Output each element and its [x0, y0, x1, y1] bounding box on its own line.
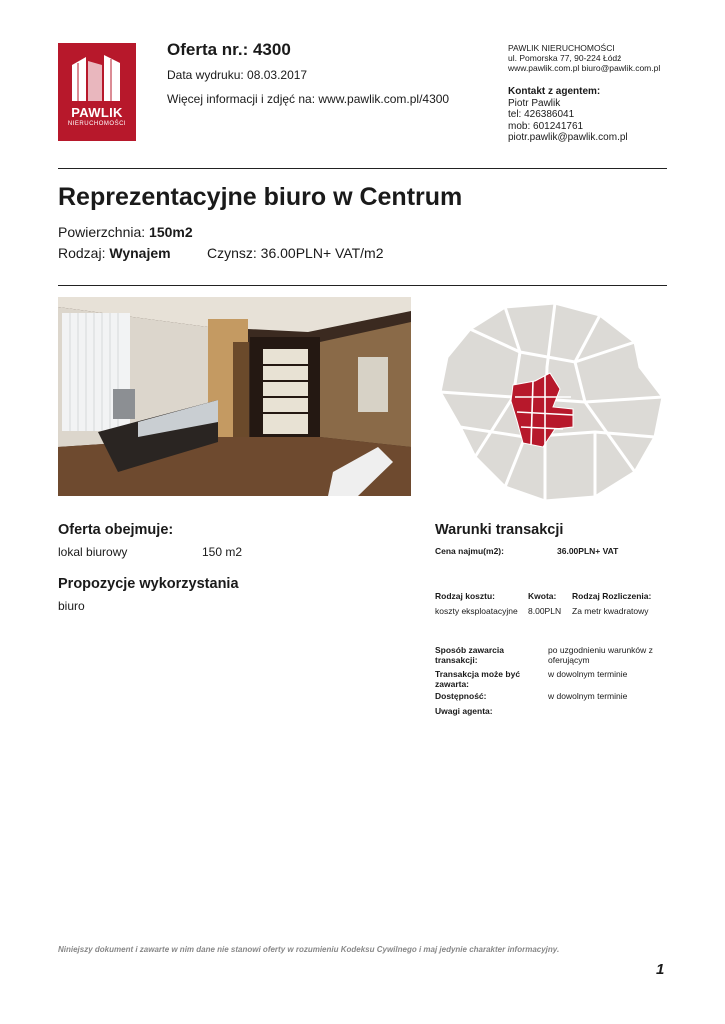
cost-header-amount: Kwota: — [528, 591, 557, 601]
listing-rent: Czynsz: 36.00PLN+ VAT/m2 — [207, 245, 384, 261]
company-name: PAWLIK NIERUCHOMOŚCI — [508, 43, 615, 53]
remarks-label: Uwagi agenta: — [435, 706, 493, 716]
cost-type: koszty eksploatacyjne — [435, 606, 518, 616]
listing-title: Reprezentacyjne biuro w Centrum — [58, 183, 463, 211]
agent-contact — [508, 86, 708, 144]
usage-heading: Propozycje wykorzystania — [58, 576, 239, 592]
logo-subtitle: NIERUCHOMOŚCI — [67, 121, 127, 127]
cost-header-settlement: Rodzaj Rozliczenia: — [572, 591, 652, 601]
offer-title: Oferta nr.: 4300 — [167, 40, 291, 59]
usage-value: biuro — [58, 599, 85, 613]
listing-type — [58, 245, 171, 261]
area-value: 150m2 — [149, 224, 193, 240]
type-value: Wynajem — [109, 245, 171, 261]
type-label: Rodzaj: — [58, 245, 110, 261]
header-divider — [58, 168, 667, 169]
company-web-email[interactable]: www.pawlik.com.pl biuro@pawlik.com.pl — [508, 63, 661, 73]
more-info-link[interactable]: Więcej informacji i zdjęć na: www.pawlik.com.pl/4300 — [167, 92, 450, 106]
terms-heading: Warunki transakcji — [435, 522, 564, 538]
title-divider — [58, 285, 667, 286]
cost-header-type: Rodzaj kosztu: — [435, 591, 495, 601]
area-label: Powierzchnia: — [58, 224, 150, 240]
conclusion-label: Sposób zawarcia transakcji: — [435, 645, 504, 665]
location-map — [435, 297, 667, 503]
availability-label: Dostępność: — [435, 691, 487, 701]
agent-email[interactable]: piotr.pawlik@pawlik.com.pl — [508, 132, 628, 143]
when-value: w dowolnym terminie — [548, 669, 628, 679]
offer-item-label: lokal biurowy — [58, 545, 128, 559]
footer-disclaimer: Niniejszy dokument i zawarte w nim dane nie stanowi oferty w rozumieniu Kodeksu Cywilnego i maj jedynie charakter informacyjny. — [58, 945, 560, 954]
agent-mob: mob: 601241761 — [508, 120, 584, 132]
company-logo — [58, 43, 136, 141]
agent-heading: Kontakt z agentem: — [508, 86, 601, 97]
logo-name: PAWLIK — [71, 105, 123, 120]
company-address: ul. Pomorska 77, 90-224 Łódź — [508, 53, 622, 63]
print-date: Data wydruku: 08.03.2017 — [167, 68, 308, 82]
availability-value: w dowolnym terminie — [548, 691, 628, 701]
price-label: Cena najmu(m2): — [435, 546, 504, 556]
office-photo — [58, 297, 411, 496]
cost-amount: 8.00PLN — [528, 606, 562, 616]
agent-tel: tel: 426386041 — [508, 109, 575, 120]
company-info — [508, 43, 708, 73]
conclusion-value: po uzgodnieniu warunków z oferującym — [548, 645, 653, 665]
page-number: 1 — [656, 961, 665, 978]
cost-settlement: Za metr kwadratowy — [572, 606, 649, 616]
offer-includes-heading: Oferta obejmuje: — [58, 522, 174, 538]
when-label: Transakcja może być zawarta: — [435, 669, 521, 689]
agent-name: Piotr Pawlik — [508, 97, 561, 109]
price-value: 36.00PLN+ VAT — [557, 546, 619, 556]
listing-area — [58, 224, 193, 240]
offer-item-value: 150 m2 — [202, 545, 243, 559]
